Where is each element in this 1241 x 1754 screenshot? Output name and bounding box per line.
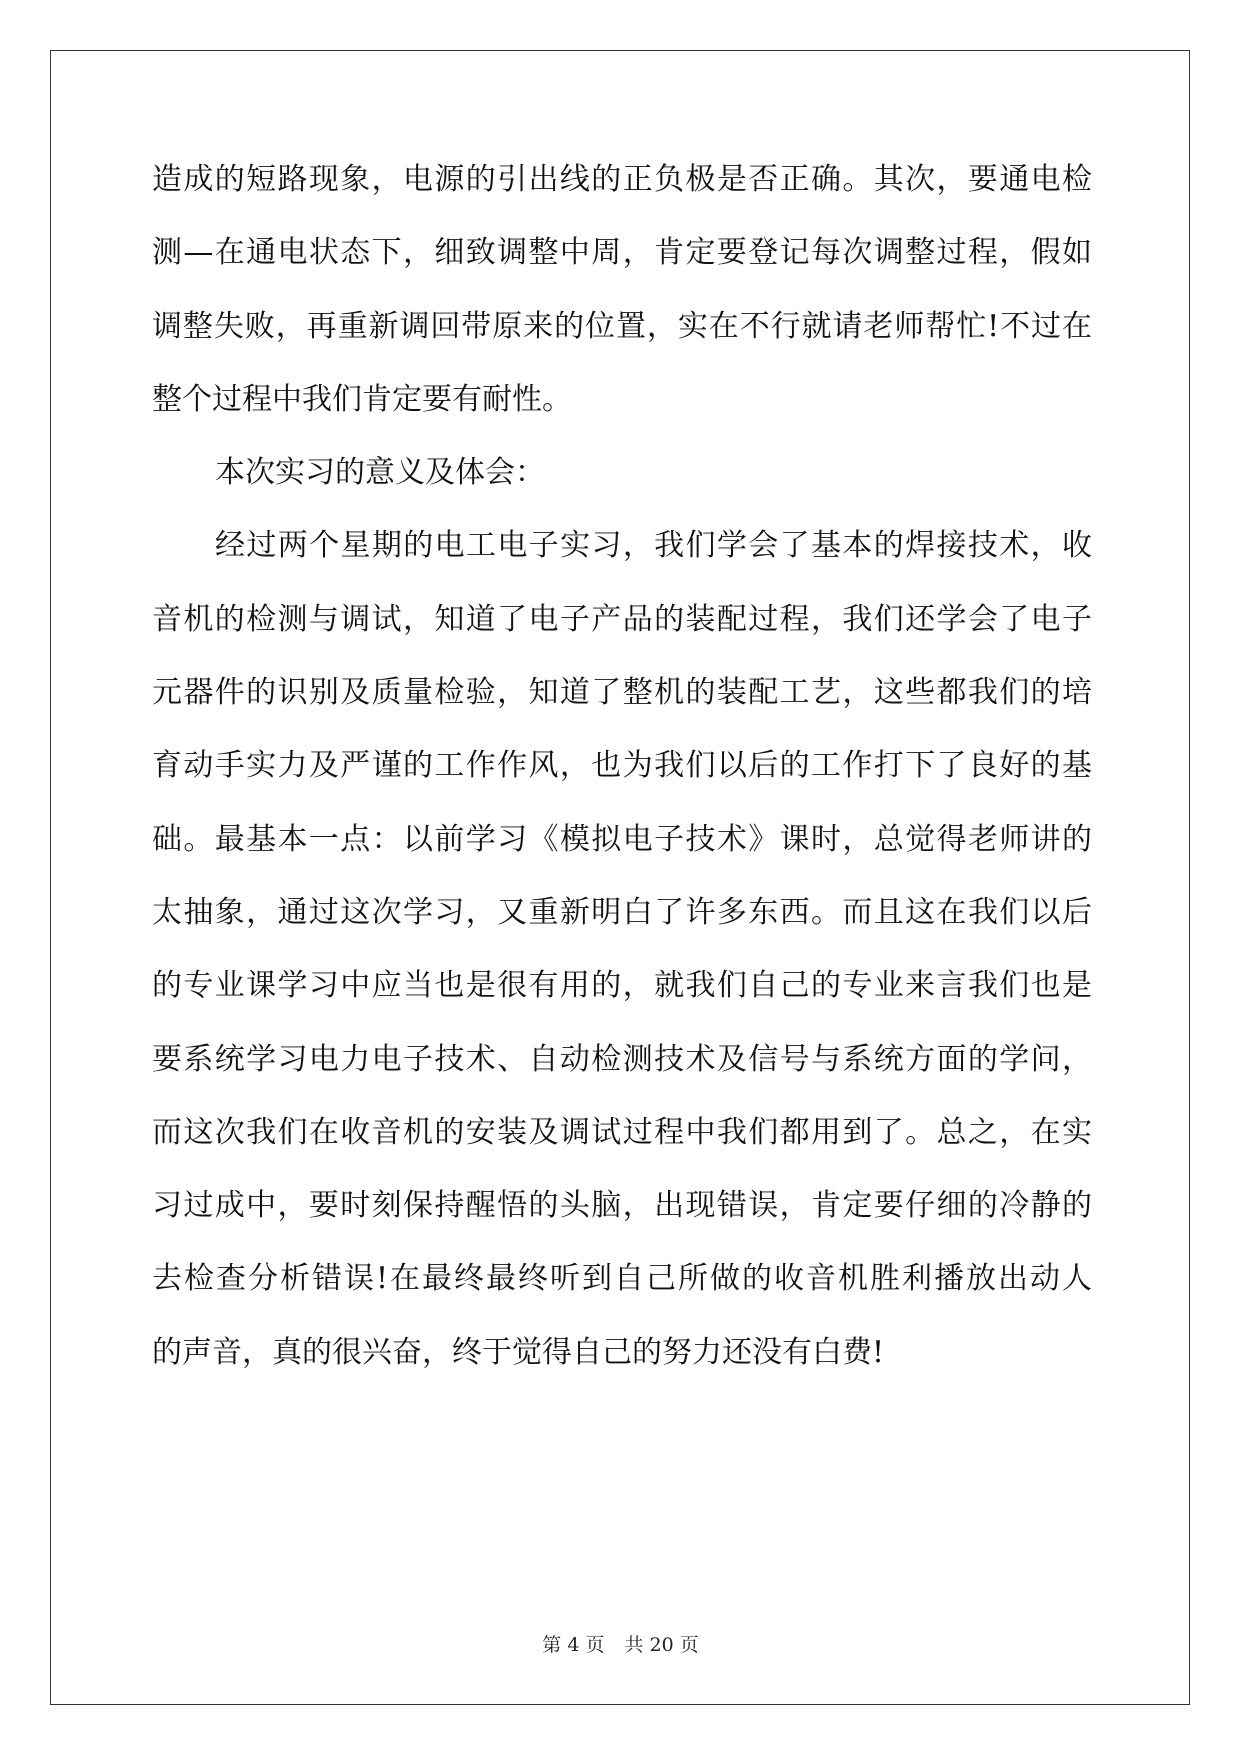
text-line: 测—在通电状态下，细致调整中周，肯定要登记每次调整过程，假如 (152, 235, 1092, 271)
text-line: 础。最基本一点：以前学习《模拟电子技术》课时，总觉得老师讲的 (152, 821, 1092, 857)
text-line: 经过两个星期的电工电子实习，我们学会了基本的焊接技术，收 (215, 528, 1092, 564)
text-line: 而这次我们在收音机的安装及调试过程中我们都用到了。总之，在实 (152, 1114, 1092, 1150)
text-line: 育动手实力及严谨的工作作风，也为我们以后的工作打下了良好的基 (152, 748, 1092, 784)
text-line: 的专业课学习中应当也是很有用的，就我们自己的专业来言我们也是 (152, 968, 1092, 1004)
text-line: 音机的检测与调试，知道了电子产品的装配过程，我们还学会了电子 (152, 601, 1092, 637)
text-line: 的声音，真的很兴奋，终于觉得自己的努力还没有白费! (152, 1334, 885, 1370)
text-line: 太抽象，通过这次学习，又重新明白了许多东西。而且这在我们以后 (152, 894, 1092, 930)
page-total: 共 20 页 (624, 1634, 699, 1656)
text-line: 要系统学习电力电子技术、自动检测技术及信号与系统方面的学问， (152, 1041, 1092, 1077)
text-line: 造成的短路现象，电源的引出线的正负极是否正确。其次，要通电检 (152, 162, 1092, 197)
section-heading: 本次实习的意义及体会： (215, 455, 545, 491)
page-number: 第 4 页 (542, 1634, 605, 1656)
text-line: 整个过程中我们肯定要有耐性。 (152, 381, 572, 417)
text-line: 调整失败，再重新调回带原来的位置，实在不行就请老师帮忙!不过在 (152, 308, 1092, 344)
text-line: 去检查分析错误!在最终最终听到自己所做的收音机胜利播放出动人 (152, 1261, 1092, 1297)
text-line: 元器件的识别及质量检验，知道了整机的装配工艺，这些都我们的培 (152, 675, 1092, 711)
document-body (152, 160, 1092, 1406)
page-footer (0, 1633, 1241, 1657)
text-line: 习过成中，要时刻保持醒悟的头脑，出现错误，肯定要仔细的冷静的 (152, 1188, 1092, 1224)
